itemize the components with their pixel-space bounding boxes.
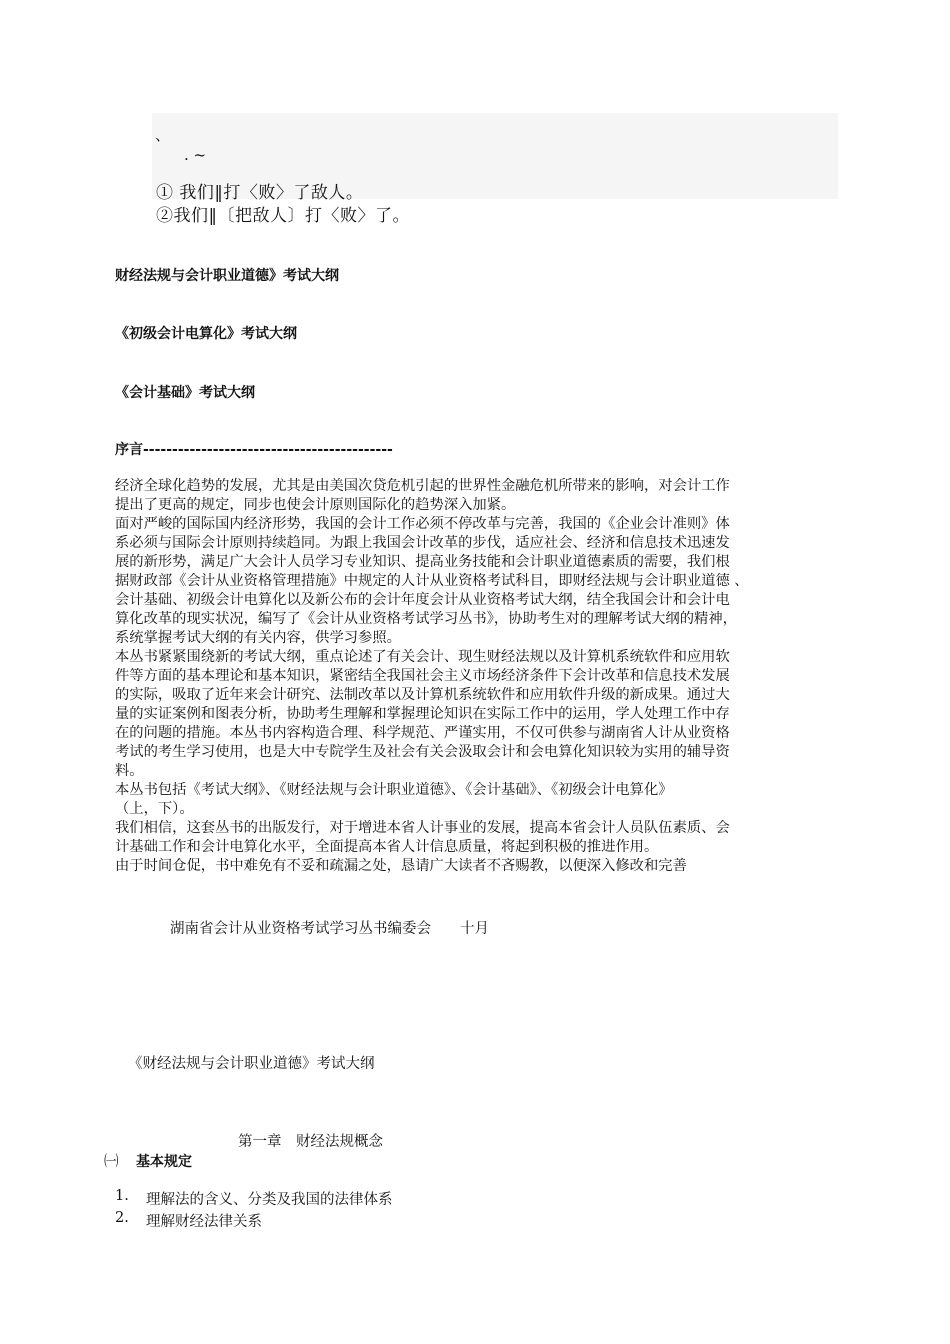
preface-line: 量的实证案例和图表分析，协助考生理解和掌握理论知识在实际工作中的运用，学人处理工作中存 <box>115 706 730 722</box>
preface-line: 面对严峻的国际国内经济形势，我国的会计工作必须不停改革与完善，我国的《企业会计准则》体 <box>115 516 730 532</box>
subheading-basic-rules: 基本规定 <box>136 1154 192 1170</box>
list-item-number: 2. <box>115 1210 129 1226</box>
list-item: 理解财经法律关系 <box>146 1214 262 1230</box>
preface-line: 在的问题的措施。本丛书内容构造合理、科学规范、严谨实用，不仅可供参与湖南省人计从业资格 <box>115 725 730 741</box>
toc-item-computerized-accounting: 《初级会计电算化》考试大纲 <box>115 326 297 342</box>
preface-line: 本丛书紧紧围绕新的考试大纲，重点论述了有关会计、现生财经法规以及计算机系统软件和应用软 <box>115 649 730 665</box>
preface-line: 计基础工作和会计电算化水平，全面提高本省人计信息质量，将起到积极的推进作用。 <box>115 839 659 855</box>
preface-line: （上，下）。 <box>115 801 194 817</box>
preface-line: 系统掌握考试大纲的有关内容，供学习参照。 <box>115 630 401 646</box>
mark-dot-tilde: . ~ <box>184 146 207 164</box>
preface-line: 件等方面的基本理论和基本知识，紧密结全我国社会主义市场经济条件下会计改革和信息技术发展 <box>115 668 730 684</box>
preface-line: 系必须与国际会计原则持续趋同。为跟上我国会计改革的步伐，适应社会、经济和信息技术迅速发 <box>115 535 730 551</box>
preface-line: 会计基础、初级会计电算化以及新公布的会计年度会计从业资格考试大纲，结全我国会计和会计电 <box>115 592 730 608</box>
editorial-board-signature: 湖南省会计从业资格考试学习丛书编委会 十月 <box>170 921 489 937</box>
subheading-number: ㈠ <box>104 1154 119 1170</box>
toc-item-accounting-basics: 《会计基础》考试大纲 <box>115 385 255 401</box>
preface-line: 展的新形势，满足广大会计人员学习专业知识、提高业务技能和会计职业道德素质的需要，我们根 <box>115 554 730 570</box>
example-sentence-1: ① 我们‖打〈败〉了敌人。 <box>156 183 364 203</box>
list-item-number: 1. <box>115 1188 129 1204</box>
preface-line: 我们相信，这套丛书的出版发行，对于增进本省人计事业的发展，提高本省会计人员队伍素质、会 <box>115 820 730 836</box>
chapter-title: 第一章 财经法规概念 <box>238 1134 383 1150</box>
preface-line: 算化改革的现实状况，编写了《会计从业资格考试学习丛书》，协助考生对的理解考试大纲的精神， <box>115 611 737 627</box>
toc-item-preface: 序言------------------------------------------- <box>115 442 393 458</box>
preface-line: 由于时间仓促，书中难免有不妥和疏漏之处，恳请广大读者不吝赐教，以便深入修改和完善 <box>115 858 687 874</box>
preface-line: 经济全球化趋势的发展，尤其是由美国次贷危机引起的世界性金融危机所带来的影响，对会计工作 <box>115 478 730 494</box>
list-item: 理解法的含义、分类及我国的法律体系 <box>146 1192 393 1208</box>
mark-comma: 、 <box>155 126 171 144</box>
preface-line: 据财政部《会计从业资格管理措施》中规定的人计从业资格考试科目，即财经法规与会计职业道德 、 <box>115 573 749 589</box>
preface-line: 本丛书包括《考试大纲》、《财经法规与会计职业道德》、《会计基础》、《初级会计电算化》 <box>115 782 673 798</box>
preface-line: 考试的考生学习使用，也是大中专院学生及社会有关会汲取会计和会电算化知识较为实用的辅导资 <box>115 744 730 760</box>
preface-body <box>115 477 855 876</box>
toc-item-finance-law: 财经法规与会计职业道德》考试大纲 <box>115 268 339 284</box>
section-title: 《财经法规与会计职业道德》考试大纲 <box>128 1056 375 1072</box>
example-sentence-2: ②我们‖〔把敌人〕打〈败〉了。 <box>156 206 410 226</box>
preface-line: 的实际，吸取了近年来会计研究、法制改革以及计算机系统软件和应用软件升级的新成果。通过大 <box>115 687 730 703</box>
preface-line: 提出了更高的规定，同步也使会计原则国际化的趋势深入加紧。 <box>115 497 516 513</box>
preface-line: 料。 <box>115 763 144 779</box>
